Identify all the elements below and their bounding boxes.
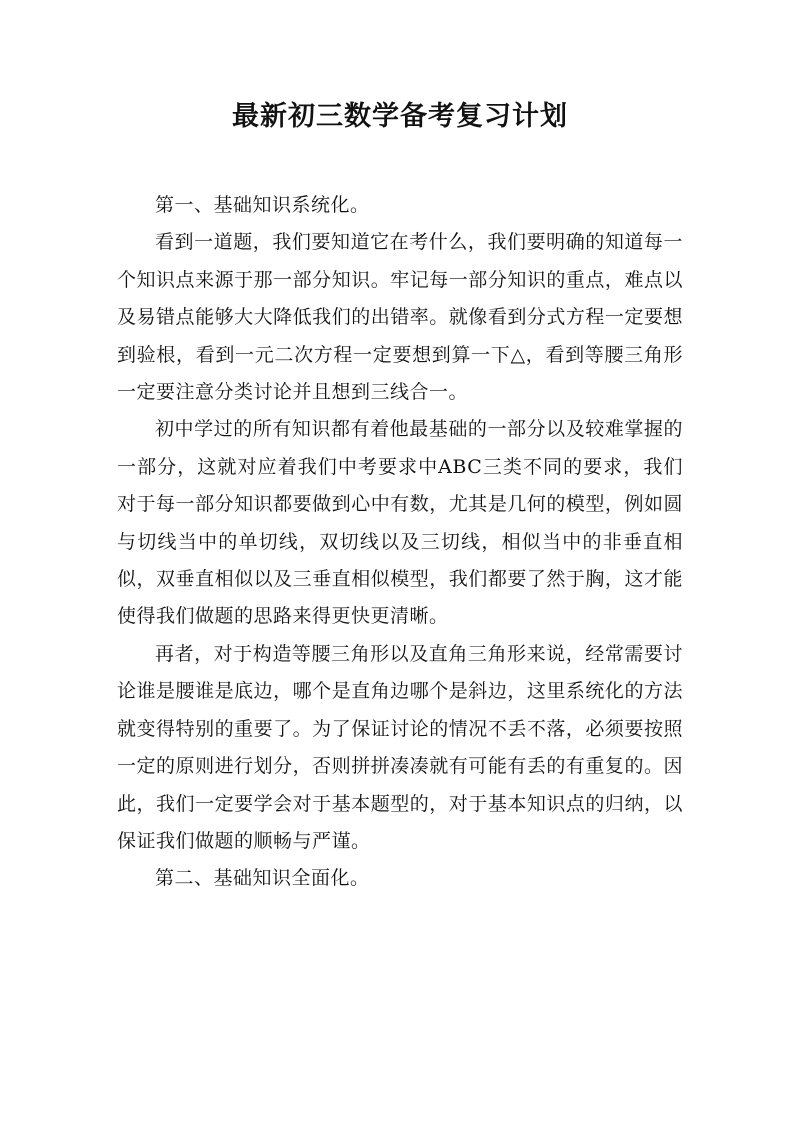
- document-body: [117, 187, 683, 898]
- section-heading-1: 第一、基础知识系统化。: [155, 194, 370, 216]
- document-title: 最新初三数学备考复习计划: [232, 101, 568, 132]
- section-heading-2: 第二、基础知识全面化。: [155, 867, 370, 890]
- body-paragraph-3: 再者，对于构造等腰三角形以及直角三角形来说，经常需要讨论谁是腰谁是底边，哪个是直角边哪个是斜边，这里系统化的方法就变得特别的重要了。为了保证讨论的情况不丢不落，必须要按照一定的原则进行划分，否则拼拼凑凑就有可能有丢的有重复的。因此，我们一定要学会对于基本题型的，对于基本知识点的归纳，以保证我们做题的顺畅与严谨。: [117, 642, 683, 852]
- body-paragraph-1: 看到一道题，我们要知道它在考什么，我们要明确的知道每一个知识点来源于那一部分知识。牢记每一部分知识的重点，难点以及易错点能够大大降低我们的出错率。就像看到分式方程一定要想到验根，看到一元二次方程一定要想到算一下△，看到等腰三角形一定要注意分类讨论并且想到三线合一。: [117, 231, 683, 404]
- body-paragraph-2: 初中学过的所有知识都有着他最基础的一部分以及较难掌握的一部分，这就对应着我们中考要求中ABC三类不同的要求，我们对于每一部分知识都要做到心中有数，尤其是几何的模型，例如圆与切线当中的单切线，双切线以及三切线，相似当中的非垂直相似，双垂直相似以及三垂直相似模型，我们都要了然于胸，这才能使得我们做题的思路来得更快更清晰。: [117, 418, 683, 628]
